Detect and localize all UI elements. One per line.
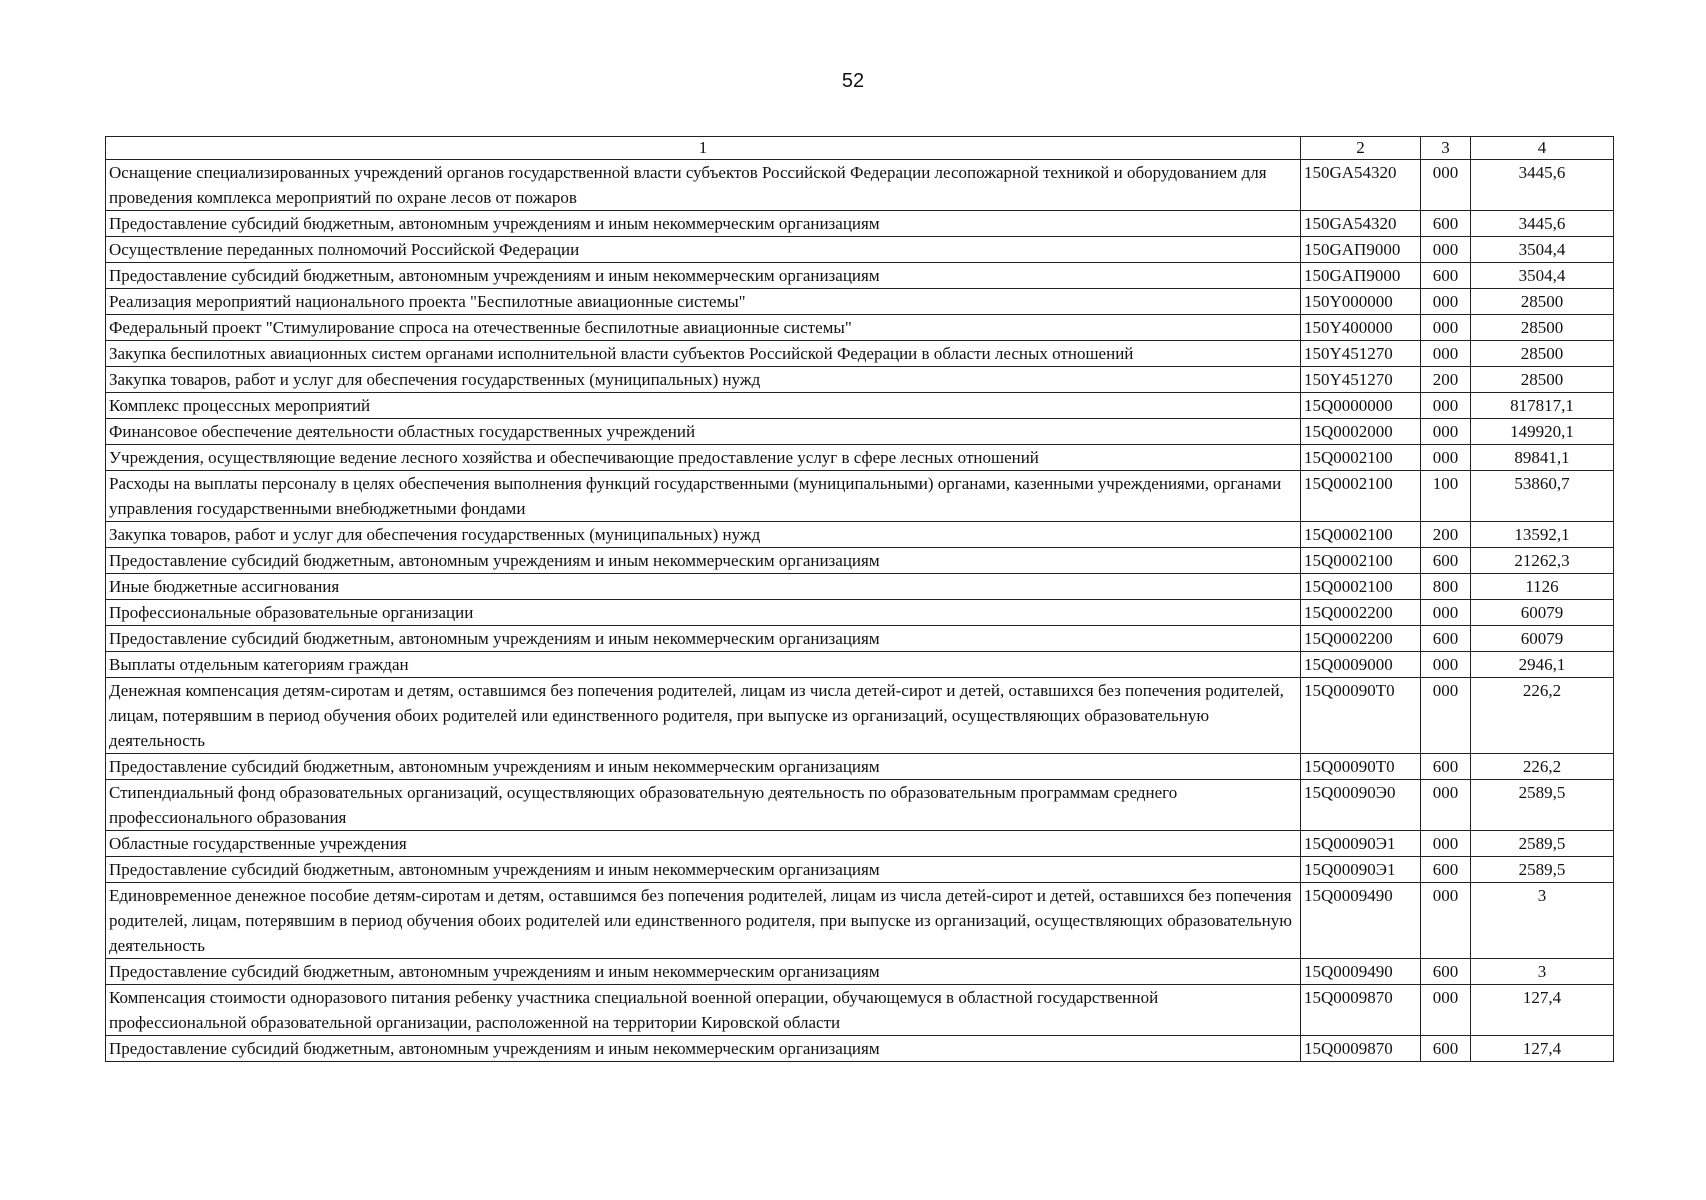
row-type-cell: 600 <box>1421 959 1471 985</box>
table-row <box>106 574 1614 600</box>
row-code-cell: 15Q0002100 <box>1301 445 1421 471</box>
row-type-cell: 000 <box>1421 883 1471 959</box>
table-row <box>106 857 1614 883</box>
column-header-code: 2 <box>1301 137 1421 160</box>
row-type-cell: 100 <box>1421 471 1471 522</box>
row-code-cell: 150Y451270 <box>1301 341 1421 367</box>
row-code-cell: 150GA54320 <box>1301 160 1421 211</box>
table-row <box>106 652 1614 678</box>
table-row <box>106 678 1614 754</box>
row-name-cell: Реализация мероприятий национального проекта "Беспилотные авиационные системы" <box>106 289 1301 315</box>
row-sum-cell: 127,4 <box>1471 985 1614 1036</box>
row-type-cell: 000 <box>1421 393 1471 419</box>
row-code-cell: 15Q00090Э1 <box>1301 857 1421 883</box>
column-header-type: 3 <box>1421 137 1471 160</box>
row-type-cell: 600 <box>1421 211 1471 237</box>
row-name-cell: Закупка товаров, работ и услуг для обеспечения государственных (муниципальных) нужд <box>106 522 1301 548</box>
row-sum-cell: 89841,1 <box>1471 445 1614 471</box>
table-row <box>106 160 1614 211</box>
row-sum-cell: 28500 <box>1471 341 1614 367</box>
row-sum-cell: 3504,4 <box>1471 237 1614 263</box>
table-row <box>106 393 1614 419</box>
row-code-cell: 15Q0002100 <box>1301 548 1421 574</box>
row-code-cell: 15Q0002100 <box>1301 522 1421 548</box>
row-code-cell: 150GАП9000 <box>1301 237 1421 263</box>
row-code-cell: 15Q0009000 <box>1301 652 1421 678</box>
row-name-cell: Иные бюджетные ассигнования <box>106 574 1301 600</box>
page-number: 52 <box>841 70 865 92</box>
row-name-cell: Профессиональные образовательные организации <box>106 600 1301 626</box>
row-type-cell: 600 <box>1421 1036 1471 1062</box>
row-code-cell: 150GАП9000 <box>1301 263 1421 289</box>
row-sum-cell: 3 <box>1471 959 1614 985</box>
table-row <box>106 419 1614 445</box>
row-sum-cell: 817817,1 <box>1471 393 1614 419</box>
row-code-cell: 15Q0009490 <box>1301 883 1421 959</box>
table-row <box>106 985 1614 1036</box>
row-name-cell: Федеральный проект "Стимулирование спроса на отечественные беспилотные авиационные системы" <box>106 315 1301 341</box>
table-row <box>106 1036 1614 1062</box>
row-sum-cell: 127,4 <box>1471 1036 1614 1062</box>
row-code-cell: 15Q0009870 <box>1301 1036 1421 1062</box>
row-code-cell: 15Q00090Т0 <box>1301 754 1421 780</box>
row-type-cell: 600 <box>1421 626 1471 652</box>
row-name-cell: Компенсация стоимости одноразового питания ребенку участника специальной военной операции, обучающемуся в областной государственной профессиональной образовательной организации, расположенной на территории Кировской области <box>106 985 1301 1036</box>
table-row <box>106 263 1614 289</box>
row-name-cell: Областные государственные учреждения <box>106 831 1301 857</box>
table-row <box>106 237 1614 263</box>
row-name-cell: Предоставление субсидий бюджетным, автономным учреждениям и иным некоммерческим организациям <box>106 626 1301 652</box>
column-header-name: 1 <box>106 137 1301 160</box>
row-code-cell: 150Y000000 <box>1301 289 1421 315</box>
row-name-cell: Предоставление субсидий бюджетным, автономным учреждениям и иным некоммерческим организациям <box>106 548 1301 574</box>
budget-table <box>105 136 1614 1062</box>
row-name-cell: Денежная компенсация детям-сиротам и детям, оставшимся без попечения родителей, лицам из числа детей-сирот и детей, оставшихся без попечения родителей, лицам, потерявшим в период обучения обоих родителей или единственного родителя, при выпуске из организаций, осуществляющих образовательную деятельность <box>106 678 1301 754</box>
table-row <box>106 600 1614 626</box>
table-body <box>106 160 1614 1062</box>
row-sum-cell: 13592,1 <box>1471 522 1614 548</box>
row-name-cell: Предоставление субсидий бюджетным, автономным учреждениям и иным некоммерческим организациям <box>106 211 1301 237</box>
table-row <box>106 341 1614 367</box>
row-type-cell: 600 <box>1421 263 1471 289</box>
row-type-cell: 000 <box>1421 600 1471 626</box>
row-type-cell: 200 <box>1421 522 1471 548</box>
row-sum-cell: 2589,5 <box>1471 831 1614 857</box>
row-type-cell: 600 <box>1421 857 1471 883</box>
row-type-cell: 600 <box>1421 548 1471 574</box>
table-row <box>106 626 1614 652</box>
row-type-cell: 000 <box>1421 289 1471 315</box>
row-name-cell: Расходы на выплаты персоналу в целях обеспечения выполнения функций государственными (муниципальными) органами, казенными учреждениями, органами управления государственными внебюджетными фондами <box>106 471 1301 522</box>
row-code-cell: 15Q0002200 <box>1301 626 1421 652</box>
row-sum-cell: 60079 <box>1471 626 1614 652</box>
row-type-cell: 000 <box>1421 419 1471 445</box>
row-type-cell: 000 <box>1421 237 1471 263</box>
row-code-cell: 15Q0002000 <box>1301 419 1421 445</box>
row-code-cell: 15Q00090Э0 <box>1301 780 1421 831</box>
row-sum-cell: 3445,6 <box>1471 160 1614 211</box>
row-code-cell: 15Q0002100 <box>1301 574 1421 600</box>
row-code-cell: 150Y400000 <box>1301 315 1421 341</box>
row-sum-cell: 3504,4 <box>1471 263 1614 289</box>
table-row <box>106 780 1614 831</box>
row-name-cell: Предоставление субсидий бюджетным, автономным учреждениям и иным некоммерческим организациям <box>106 263 1301 289</box>
row-name-cell: Осуществление переданных полномочий Российской Федерации <box>106 237 1301 263</box>
row-name-cell: Финансовое обеспечение деятельности областных государственных учреждений <box>106 419 1301 445</box>
table-row <box>106 367 1614 393</box>
row-sum-cell: 226,2 <box>1471 754 1614 780</box>
row-name-cell: Предоставление субсидий бюджетным, автономным учреждениям и иным некоммерческим организациям <box>106 754 1301 780</box>
row-type-cell: 600 <box>1421 754 1471 780</box>
row-name-cell: Закупка беспилотных авиационных систем органами исполнительной власти субъектов Российской Федерации в области лесных отношений <box>106 341 1301 367</box>
column-header-sum: 4 <box>1471 137 1614 160</box>
row-sum-cell: 21262,3 <box>1471 548 1614 574</box>
row-code-cell: 15Q0002200 <box>1301 600 1421 626</box>
row-name-cell: Оснащение специализированных учреждений органов государственной власти субъектов Российской Федерации лесопожарной техникой и оборудованием для проведения комплекса мероприятий по охране лесов от пожаров <box>106 160 1301 211</box>
row-code-cell: 15Q00090Э1 <box>1301 831 1421 857</box>
row-type-cell: 000 <box>1421 780 1471 831</box>
row-code-cell: 15Q00090Т0 <box>1301 678 1421 754</box>
row-code-cell: 150GA54320 <box>1301 211 1421 237</box>
row-code-cell: 15Q0000000 <box>1301 393 1421 419</box>
table-row <box>106 754 1614 780</box>
row-type-cell: 000 <box>1421 445 1471 471</box>
row-sum-cell: 1126 <box>1471 574 1614 600</box>
row-sum-cell: 60079 <box>1471 600 1614 626</box>
row-sum-cell: 226,2 <box>1471 678 1614 754</box>
row-sum-cell: 3 <box>1471 883 1614 959</box>
row-name-cell: Закупка товаров, работ и услуг для обеспечения государственных (муниципальных) нужд <box>106 367 1301 393</box>
row-name-cell: Комплекс процессных мероприятий <box>106 393 1301 419</box>
row-type-cell: 000 <box>1421 160 1471 211</box>
table-row <box>106 315 1614 341</box>
row-name-cell: Стипендиальный фонд образовательных организаций, осуществляющих образовательную деятельность по образовательным программам среднего профессионального образования <box>106 780 1301 831</box>
table-row <box>106 289 1614 315</box>
table-row <box>106 548 1614 574</box>
table-row <box>106 445 1614 471</box>
row-code-cell: 150Y451270 <box>1301 367 1421 393</box>
table-row <box>106 883 1614 959</box>
row-sum-cell: 2589,5 <box>1471 857 1614 883</box>
row-sum-cell: 28500 <box>1471 367 1614 393</box>
row-sum-cell: 3445,6 <box>1471 211 1614 237</box>
row-type-cell: 000 <box>1421 678 1471 754</box>
row-type-cell: 000 <box>1421 341 1471 367</box>
table-row <box>106 522 1614 548</box>
row-type-cell: 800 <box>1421 574 1471 600</box>
row-sum-cell: 53860,7 <box>1471 471 1614 522</box>
table-row <box>106 211 1614 237</box>
row-name-cell: Учреждения, осуществляющие ведение лесного хозяйства и обеспечивающие предоставление услуг в сфере лесных отношений <box>106 445 1301 471</box>
row-code-cell: 15Q0009870 <box>1301 985 1421 1036</box>
row-name-cell: Предоставление субсидий бюджетным, автономным учреждениям и иным некоммерческим организациям <box>106 857 1301 883</box>
row-name-cell: Предоставление субсидий бюджетным, автономным учреждениям и иным некоммерческим организациям <box>106 959 1301 985</box>
table-row <box>106 959 1614 985</box>
row-type-cell: 000 <box>1421 985 1471 1036</box>
row-code-cell: 15Q0009490 <box>1301 959 1421 985</box>
row-sum-cell: 28500 <box>1471 315 1614 341</box>
row-sum-cell: 2946,1 <box>1471 652 1614 678</box>
row-sum-cell: 28500 <box>1471 289 1614 315</box>
row-type-cell: 000 <box>1421 315 1471 341</box>
row-code-cell: 15Q0002100 <box>1301 471 1421 522</box>
row-type-cell: 200 <box>1421 367 1471 393</box>
table-header-row <box>106 137 1614 160</box>
row-type-cell: 000 <box>1421 831 1471 857</box>
row-type-cell: 000 <box>1421 652 1471 678</box>
row-sum-cell: 2589,5 <box>1471 780 1614 831</box>
row-name-cell: Единовременное денежное пособие детям-сиротам и детям, оставшимся без попечения родителей, лицам из числа детей-сирот и детей, оставшихся без попечения родителей, лицам, потерявшим в период обучения обоих родителей или единственного родителя, при выпуске из организаций, осуществляющих образовательную деятельность <box>106 883 1301 959</box>
row-name-cell: Предоставление субсидий бюджетным, автономным учреждениям и иным некоммерческим организациям <box>106 1036 1301 1062</box>
table-row <box>106 831 1614 857</box>
table-row <box>106 471 1614 522</box>
row-name-cell: Выплаты отдельным категориям граждан <box>106 652 1301 678</box>
row-sum-cell: 149920,1 <box>1471 419 1614 445</box>
